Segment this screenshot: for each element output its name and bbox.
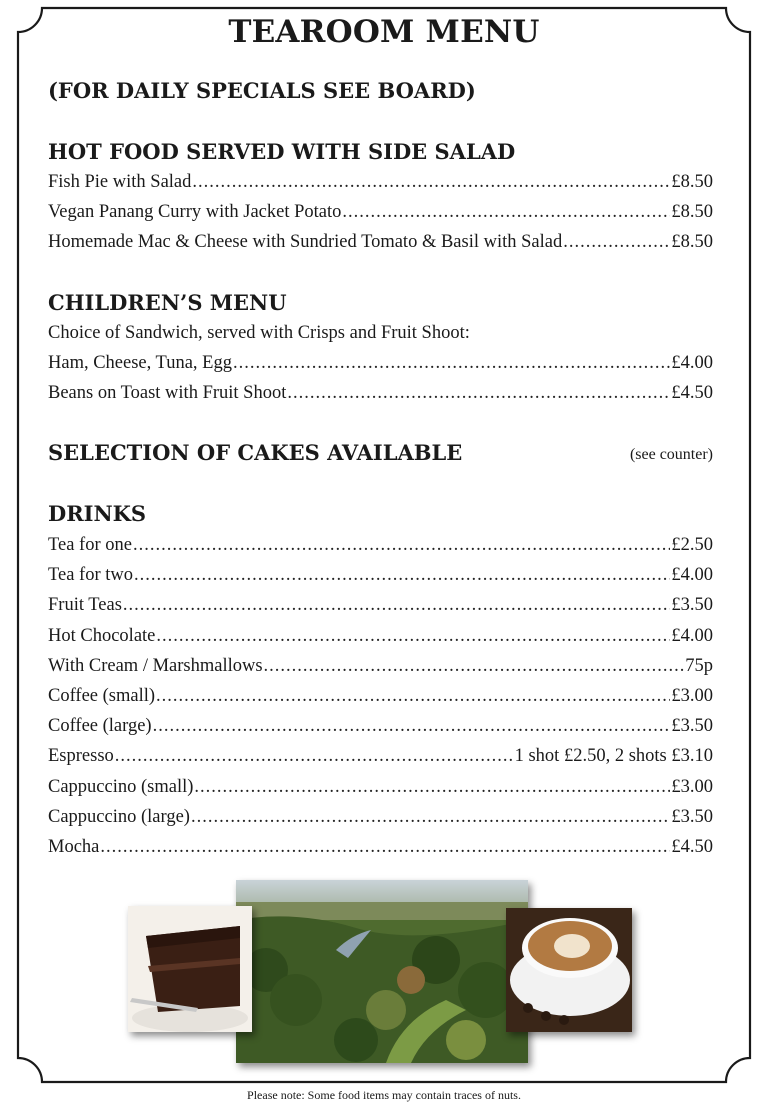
menu-item — [48, 716, 713, 740]
see-counter-note: (see counter) — [629, 446, 713, 463]
menu-item — [48, 202, 713, 226]
leader-dots — [115, 746, 514, 767]
leader-dots — [156, 626, 670, 647]
item-name: Cappuccino (small) — [48, 777, 194, 797]
menu-item — [48, 837, 713, 861]
menu-item — [48, 746, 713, 770]
item-name: Beans on Toast with Fruit Shoot — [48, 383, 287, 403]
item-price: £8.50 — [671, 232, 713, 252]
item-name: Tea for one — [48, 535, 132, 555]
item-price: 75p — [685, 656, 713, 676]
leader-dots — [156, 686, 670, 707]
menu-item — [48, 565, 713, 589]
leader-dots — [264, 656, 685, 677]
item-price: £3.00 — [671, 777, 713, 797]
item-price: £4.00 — [671, 353, 713, 373]
leader-dots — [191, 807, 670, 828]
daily-specials-note: (FOR DAILY SPECIALS SEE BOARD) — [48, 78, 476, 103]
item-name: With Cream / Marshmallows — [48, 656, 263, 676]
leader-dots — [192, 172, 670, 193]
menu-item — [48, 353, 713, 377]
childrens-menu-intro: Choice of Sandwich, served with Crisps and Fruit Shoot: — [48, 323, 470, 343]
leader-dots — [153, 716, 671, 737]
childrens-menu-heading: CHILDREN’S MENU — [48, 290, 287, 315]
leader-dots — [100, 837, 670, 858]
item-price: £3.50 — [671, 595, 713, 615]
item-price: £4.00 — [671, 626, 713, 646]
chocolate-cake-photo — [128, 906, 252, 1032]
menu-item — [48, 777, 713, 801]
item-name: Ham, Cheese, Tuna, Egg — [48, 353, 232, 373]
item-price: £4.50 — [671, 837, 713, 857]
menu-item — [48, 232, 713, 256]
item-price: £3.50 — [671, 807, 713, 827]
item-price: £4.50 — [671, 383, 713, 403]
item-price: £3.50 — [671, 716, 713, 736]
leader-dots — [194, 777, 670, 798]
item-name: Cappuccino (large) — [48, 807, 190, 827]
item-name: Coffee (small) — [48, 686, 156, 706]
item-price: 1 shot £2.50, 2 shots £3.10 — [514, 746, 713, 766]
item-price: £8.50 — [671, 172, 713, 192]
menu-title: TEAROOM MENU — [228, 14, 540, 50]
leader-dots — [134, 565, 670, 586]
menu-item — [48, 807, 713, 831]
item-price: £3.00 — [671, 686, 713, 706]
leader-dots — [233, 353, 670, 374]
drinks-heading: DRINKS — [48, 501, 147, 526]
leader-dots — [342, 202, 670, 223]
item-price: £4.00 — [671, 565, 713, 585]
leader-dots — [287, 383, 670, 404]
item-name: Espresso — [48, 746, 114, 766]
item-name: Homemade Mac & Cheese with Sundried Tomato & Basil with Salad — [48, 232, 563, 252]
menu-item — [48, 383, 713, 407]
leader-dots — [133, 535, 670, 556]
item-name: Mocha — [48, 837, 100, 857]
menu-item — [48, 535, 713, 559]
item-name: Fish Pie with Salad — [48, 172, 192, 192]
menu-item — [48, 172, 713, 196]
menu-item — [48, 656, 713, 680]
cappuccino-photo — [506, 908, 632, 1032]
cakes-heading: SELECTION OF CAKES AVAILABLE — [48, 440, 463, 465]
menu-item — [48, 686, 713, 710]
item-name: Hot Chocolate — [48, 626, 156, 646]
item-price: £2.50 — [671, 535, 713, 555]
leader-dots — [563, 232, 670, 253]
nut-allergy-note: Please note: Some food items may contain traces of nuts. — [247, 1088, 521, 1102]
item-name: Vegan Panang Curry with Jacket Potato — [48, 202, 342, 222]
garden-aerial-photo — [236, 880, 528, 1063]
hot-food-heading: HOT FOOD SERVED WITH SIDE SALAD — [48, 139, 516, 164]
menu-item — [48, 626, 713, 650]
item-price: £8.50 — [671, 202, 713, 222]
item-name: Fruit Teas — [48, 595, 122, 615]
item-name: Tea for two — [48, 565, 134, 585]
menu-item — [48, 595, 713, 619]
item-name: Coffee (large) — [48, 716, 152, 736]
leader-dots — [123, 595, 670, 616]
